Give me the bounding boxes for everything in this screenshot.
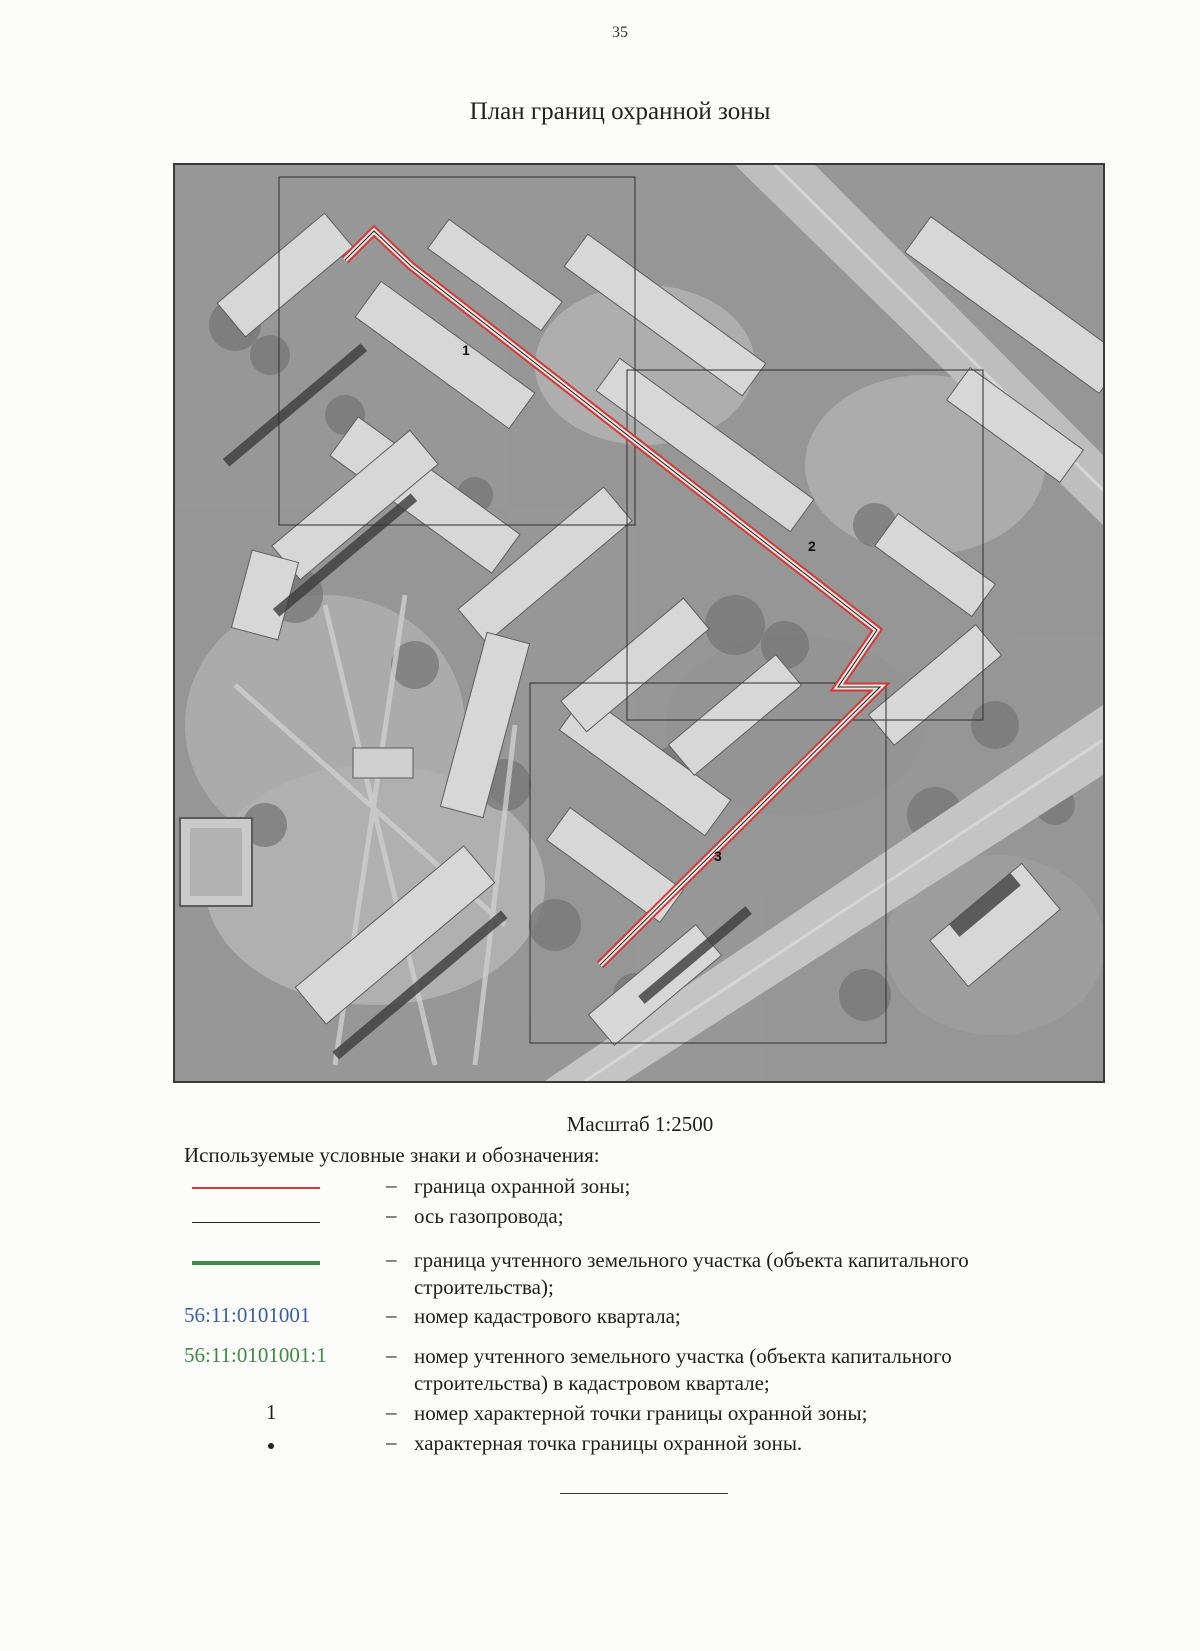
legend-title: Используемые условные знаки и обозначения: xyxy=(184,1143,600,1167)
legend-item-text: номер учтенного земельного участка (объекта капитального строительства) в кадастровом квартале; xyxy=(414,1344,952,1395)
legend-item-zone-boundary xyxy=(184,1173,1064,1203)
legend-dash: – xyxy=(386,1430,397,1454)
map-title: План границ охранной зоны xyxy=(469,98,771,125)
legend-dash: – xyxy=(386,1343,397,1367)
point-label-3: 3 xyxy=(714,848,722,864)
point-label-1: 1 xyxy=(462,342,470,358)
legend-item-pipeline-axis xyxy=(184,1203,1064,1233)
legend-item-land-plot-boundary xyxy=(184,1247,1064,1303)
legend-item-plot-number: 56:11:0101001:1 – номер учтенного земельного участка (объекта капитального строительства) в кадастровом квартале; xyxy=(184,1343,1064,1399)
legend-item-point-number: 1 – номер характерной точки границы охранной зоны; xyxy=(184,1400,1064,1430)
aerial-map xyxy=(173,163,1105,1083)
legend-item-text: ось газопровода; xyxy=(414,1204,564,1228)
legend-item-quarter-number: 56:11:0101001 – номер кадастрового квартала; xyxy=(184,1303,1064,1333)
map-scale: Масштаб 1:2500 xyxy=(566,1112,714,1136)
legend-item-point xyxy=(184,1430,1064,1460)
legend-dash: – xyxy=(386,1203,397,1227)
legend-dash: – xyxy=(386,1400,397,1424)
legend-dash: – xyxy=(386,1247,397,1271)
legend-item-text: граница охранной зоны; xyxy=(414,1174,631,1198)
map-canvas xyxy=(175,165,1103,1081)
legend-item-text: номер кадастрового квартала; xyxy=(414,1304,681,1328)
legend-item-text: граница учтенного земельного участка (объекта капитального строительства); xyxy=(414,1248,969,1299)
legend-dash: – xyxy=(386,1303,397,1327)
legend-item-text: номер характерной точки границы охранной зоны; xyxy=(414,1401,868,1425)
point-label-2: 2 xyxy=(808,538,816,554)
page-number: 35 xyxy=(612,24,628,41)
legend-dash: – xyxy=(386,1173,397,1197)
legend-item-text: характерная точка границы охранной зоны. xyxy=(414,1431,803,1455)
dot-icon xyxy=(268,1443,274,1449)
bottom-rule xyxy=(560,1493,728,1494)
